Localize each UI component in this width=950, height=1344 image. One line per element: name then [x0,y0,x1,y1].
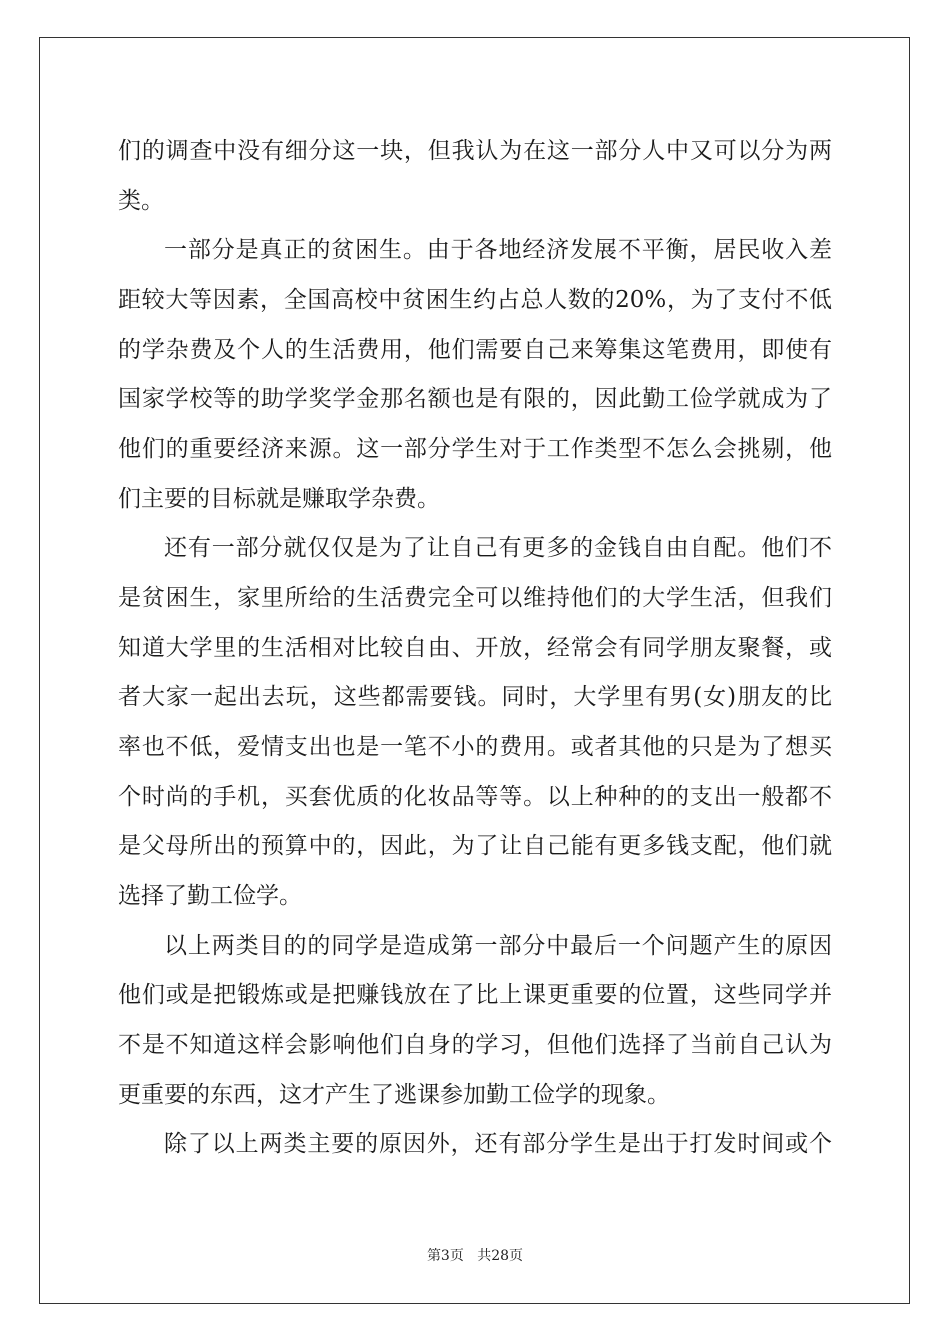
text-line: 类。 [118,188,164,214]
text-line: 是父母所出的预算中的，因此，为了让自己能有更多钱支配，他们就 [118,833,832,859]
text-line: 一部分是真正的贫困生。由于各地经济发展不平衡，居民收入差 [164,237,832,263]
page-number: 第3页 [426,1248,464,1264]
text-line: 不是不知道这样会影响他们自身的学习，但他们选择了当前自己认为 [118,1032,832,1058]
text-line: 者大家一起出去玩，这些都需要钱。同时，大学里有男(女)朋友的比 [118,684,832,710]
text-line: 还有一部分就仅仅是为了让自己有更多的金钱自由自配。他们不 [164,535,832,561]
text-line: 更重要的东西，这才产生了逃课参加勤工俭学的现象。 [118,1082,670,1108]
text-line: 他们或是把锻炼或是把赚钱放在了比上课更重要的位置，这些同学并 [118,982,832,1008]
text-line: 是贫困生，家里所给的生活费完全可以维持他们的大学生活，但我们 [118,585,832,611]
text-line: 选择了勤工俭学。 [118,883,302,909]
text-line: 距较大等因素，全国高校中贫困生约占总人数的20%，为了支付不低 [118,287,832,313]
text-line: 以上两类目的的同学是造成第一部分中最后一个问题产生的原因 [164,933,832,959]
text-line: 国家学校等的助学奖学金那名额也是有限的，因此勤工俭学就成为了 [118,386,832,412]
text-line: 率也不低，爱情支出也是一笔不小的费用。或者其他的只是为了想买 [118,734,832,760]
text-line: 的学杂费及个人的生活费用，他们需要自己来筹集这笔费用，即使有 [118,337,832,363]
page-total: 共28页 [477,1248,524,1264]
page-footer [0,1245,950,1265]
text-line: 们的调查中没有细分这一块，但我认为在这一部分人中又可以分为两 [118,138,832,164]
text-line: 除了以上两类主要的原因外，还有部分学生是出于打发时间或个 [164,1131,832,1157]
text-line: 个时尚的手机，买套优质的化妆品等等。以上种种的的支出一般都不 [118,784,832,810]
text-line: 他们的重要经济来源。这一部分学生对于工作类型不怎么会挑剔，他 [118,436,832,462]
text-line: 知道大学里的生活相对比较自由、开放，经常会有同学朋友聚餐，或 [118,635,832,661]
text-line: 们主要的目标就是赚取学杂费。 [118,486,440,512]
page-border [39,37,910,1304]
